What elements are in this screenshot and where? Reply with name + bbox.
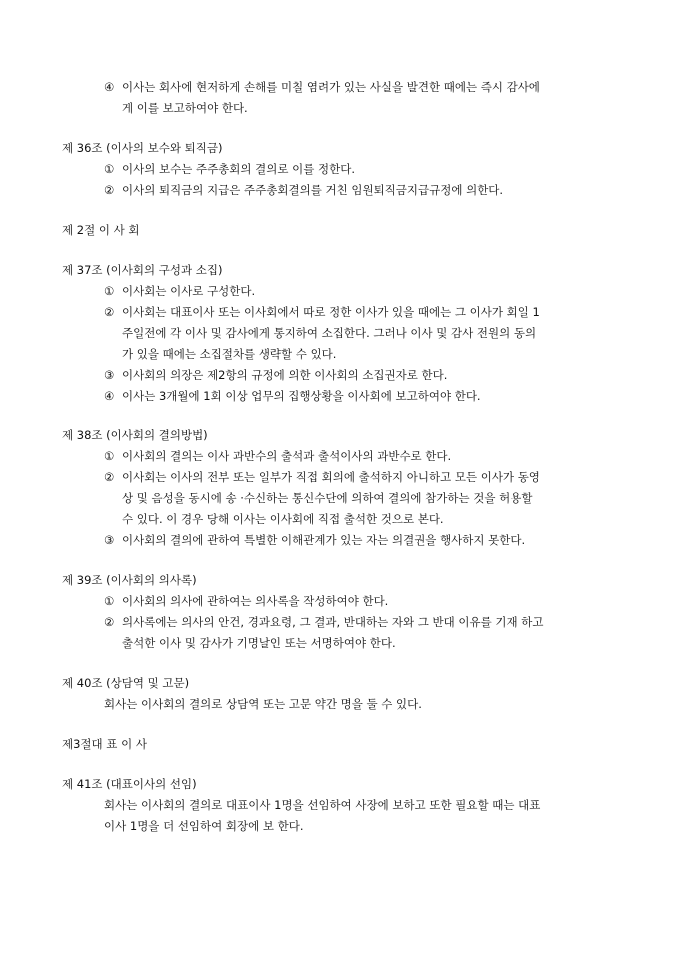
clause-number: ③ <box>104 533 115 547</box>
clause-item <box>104 162 355 176</box>
clause-text: 이사회는 이사의 전부 또는 일부가 직접 회의에 출석하지 아니하고 모든 이사가 동영 <box>122 470 540 484</box>
clause-text: 이사회의 의사에 관하여는 의사록을 작성하여야 한다. <box>122 594 389 608</box>
article-heading: 제 41조 (대표이사의 선임) <box>62 777 197 791</box>
article-heading: 제 40조 (상담역 및 고문) <box>62 676 190 690</box>
clause-item <box>104 615 543 629</box>
clause-item <box>104 368 447 382</box>
clause-continuation: 가 있을 때에는 소집절차를 생략할 수 있다. <box>122 347 337 361</box>
clause-continuation: 출석한 이사 및 감사가 기명날인 또는 서명하여야 한다. <box>122 636 396 650</box>
clause-text: 이사회의 의장은 제2항의 규정에 의한 이사회의 소집권자로 한다. <box>122 368 448 382</box>
clause-number: ① <box>104 449 115 463</box>
clause-item <box>104 80 540 94</box>
article-body: 회사는 이사회의 결의로 대표이사 1명을 선임하여 사장에 보하고 또한 필요할 때는 대표 <box>104 798 541 812</box>
clause-continuation: 상 및 음성을 동시에 송 ·수신하는 통신수단에 의하여 결의에 참가하는 것을 허용할 <box>122 491 533 505</box>
clause-text: 이사는 회사에 현저하게 손해를 미칠 염려가 있는 사실을 발견한 때에는 즉시 감사에 <box>122 80 540 94</box>
clause-item <box>104 449 451 463</box>
article-body: 회사는 이사회의 결의로 상담역 또는 고문 약간 명을 둘 수 있다. <box>104 697 422 711</box>
clause-item <box>104 389 481 403</box>
clause-text: 이사의 퇴직금의 지급은 주주총회결의를 거친 임원퇴직금지급규정에 의한다. <box>122 183 504 197</box>
article-heading: 제 39조 (이사회의 의사록) <box>62 573 197 587</box>
clause-continuation: 주일전에 각 이사 및 감사에게 통지하여 소집한다. 그러나 이사 및 감사 전원의 동의 <box>122 326 537 340</box>
clause-number: ① <box>104 594 115 608</box>
clause-continuation: 수 있다. 이 경우 당해 이사는 이사회에 직접 출석한 것으로 본다. <box>122 512 444 526</box>
clause-number: ① <box>104 162 115 176</box>
clause-number: ① <box>104 284 115 298</box>
clause-text: 의사록에는 의사의 안건, 경과요령, 그 결과, 반대하는 자와 그 반대 이유를 기재 하고 <box>122 615 544 629</box>
clause-item <box>104 470 540 484</box>
clause-item <box>104 594 388 608</box>
clause-number: ② <box>104 305 115 319</box>
clause-text: 이사회의 결의는 이사 과반수의 출석과 출석이사의 과반수로 한다. <box>122 449 452 463</box>
article-heading: 제 36조 (이사의 보수와 퇴직금) <box>62 141 223 155</box>
clause-item <box>104 305 540 319</box>
clause-continuation: 게 이를 보고하여야 한다. <box>122 101 248 115</box>
clause-text: 이사는 3개월에 1회 이상 업무의 집행상황을 이사회에 보고하여야 한다. <box>122 389 481 403</box>
section-heading: 제3절대 표 이 사 <box>62 737 147 751</box>
clause-number: ② <box>104 615 115 629</box>
clause-text: 이사회의 결의에 관하여 특별한 이해관계가 있는 자는 의결권을 행사하지 못한다. <box>122 533 526 547</box>
clause-number: ③ <box>104 368 115 382</box>
clause-number: ② <box>104 470 115 484</box>
clause-text: 이사회는 이사로 구성한다. <box>122 284 256 298</box>
article-heading: 제 38조 (이사회의 결의방법) <box>62 428 208 442</box>
article-heading: 제 37조 (이사회의 구성과 소집) <box>62 263 223 277</box>
section-heading: 제 2절 이 사 회 <box>62 223 140 237</box>
clause-number: ④ <box>104 80 115 94</box>
clause-item <box>104 533 525 547</box>
clause-number: ② <box>104 183 115 197</box>
clause-item <box>104 183 503 197</box>
clause-text: 이사회는 대표이사 또는 이사회에서 따로 정한 이사가 있을 때에는 그 이사가 회일 1 <box>122 305 540 319</box>
clause-item <box>104 284 255 298</box>
article-body: 이사 1명을 더 선임하여 회장에 보 한다. <box>104 819 304 833</box>
clause-number: ④ <box>104 389 115 403</box>
clause-text: 이사의 보수는 주주총회의 결의로 이를 정한다. <box>122 162 356 176</box>
